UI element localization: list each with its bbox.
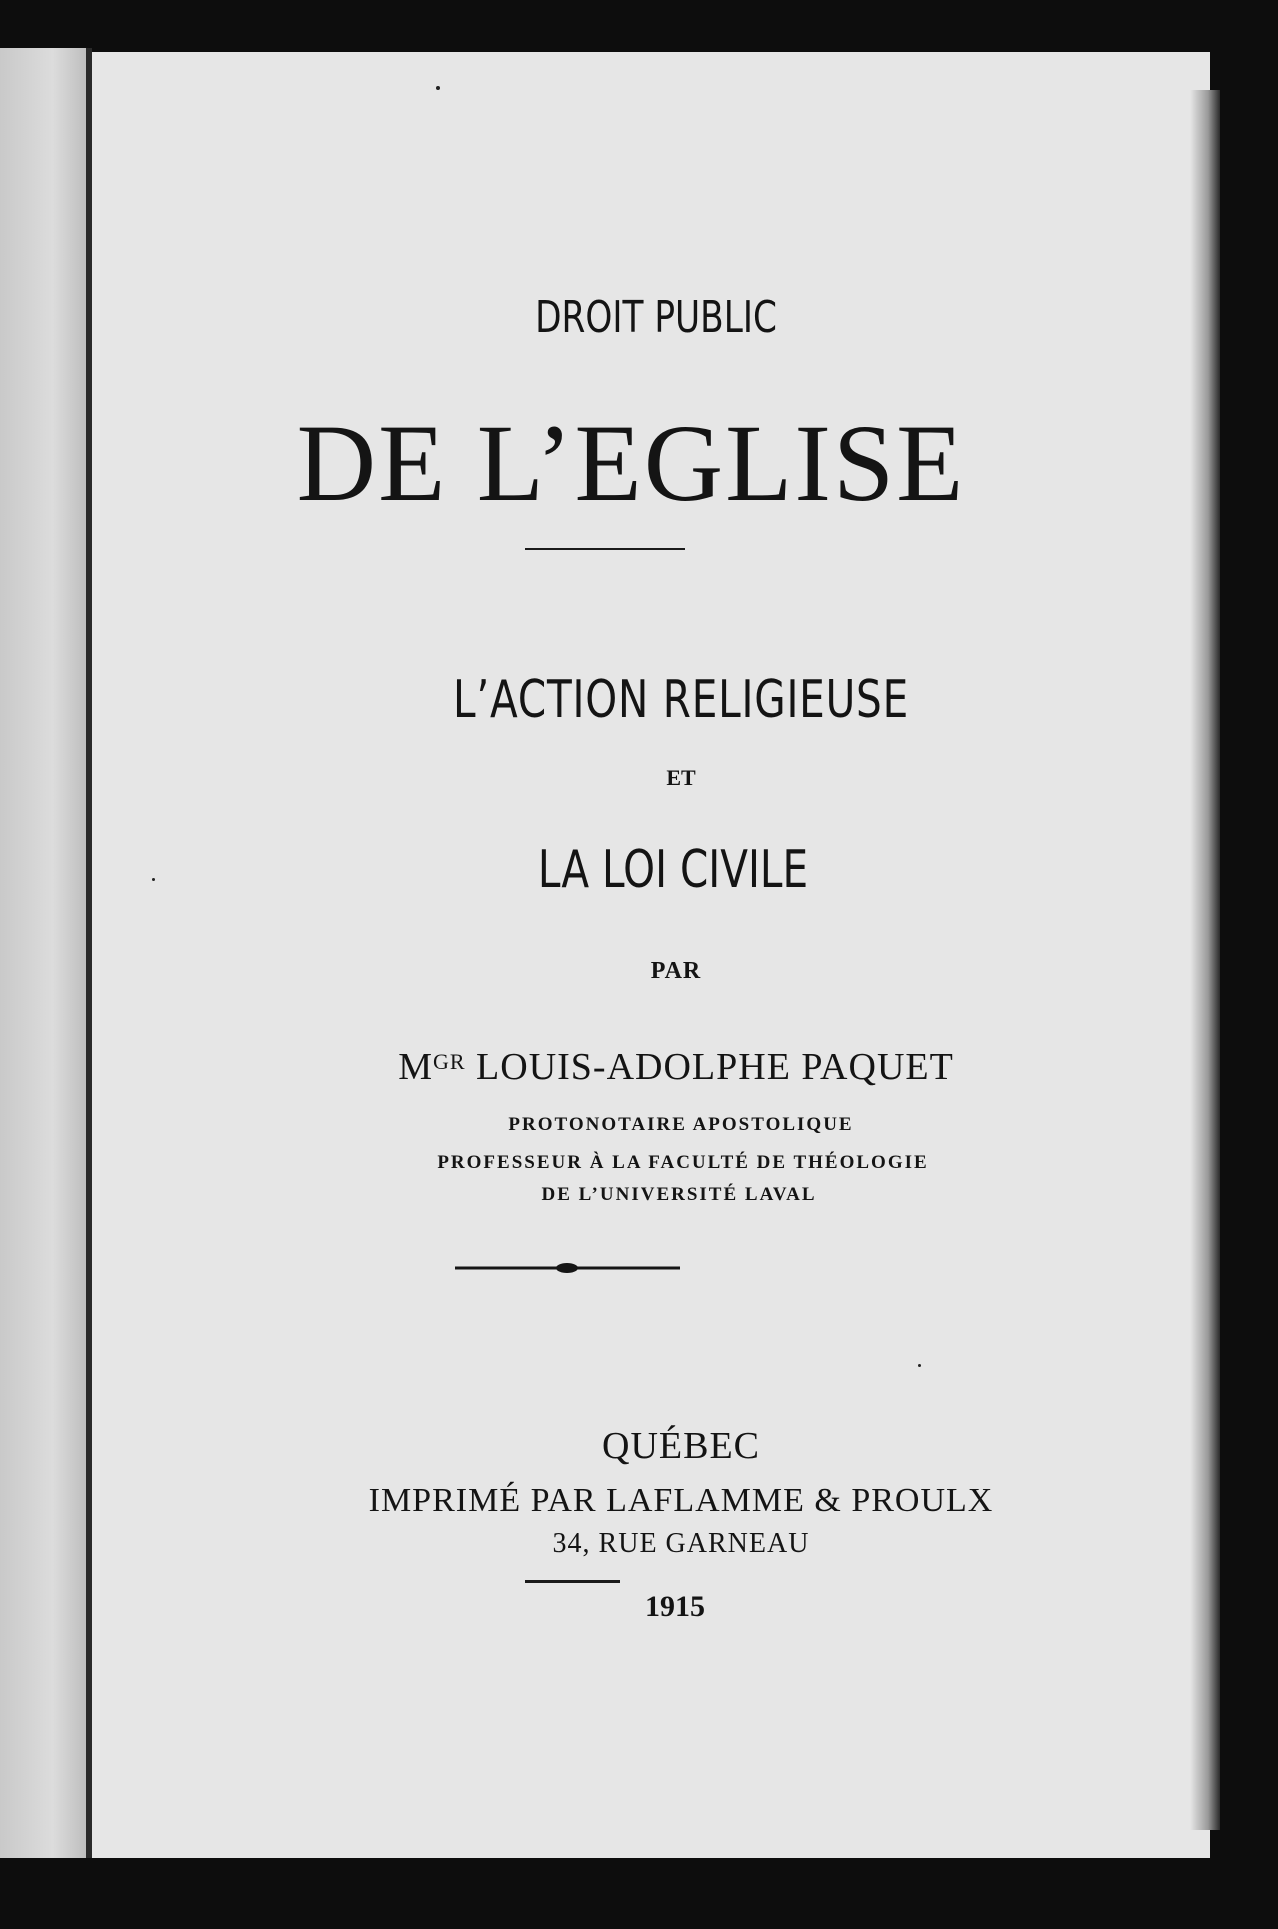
- author-title-2: PROFESSEUR À LA FACULTÉ DE THÉOLOGIE: [437, 1152, 929, 1173]
- author-title-3: DE L’UNIVERSITÉ LAVAL: [541, 1184, 817, 1205]
- paper-speck: [918, 1364, 921, 1367]
- paper-speck: [152, 878, 155, 881]
- conjunction-et: ET: [666, 765, 696, 790]
- year-rule: [525, 1580, 620, 1583]
- author-line: [117, 1045, 1235, 1089]
- author-name: LOUIS-ADOLPHE PAQUET: [476, 1046, 954, 1088]
- book-edge-left: [0, 48, 88, 1858]
- author-prefix-sup: GR: [432, 1049, 466, 1074]
- title-page: [92, 52, 1210, 1858]
- publication-year: 1915: [645, 1590, 705, 1623]
- author-title-1: PROTONOTAIRE APOSTOLIQUE: [508, 1114, 854, 1135]
- printer-address: 34, RUE GARNEAU: [552, 1528, 810, 1559]
- author-prefix: M: [398, 1046, 433, 1088]
- publication-city: QUÉBEC: [602, 1425, 760, 1467]
- title-divider: [525, 548, 685, 550]
- book-edge-right: [1190, 90, 1220, 1830]
- heading-small: DROIT PUBLIC: [535, 292, 777, 343]
- subtitle-loi-civile: LA LOI CIVILE: [537, 840, 809, 900]
- paper-speck: [436, 86, 440, 90]
- heading-large: DE L’EGLISE: [296, 402, 966, 524]
- printer-line: IMPRIMÉ PAR LAFLAMME & PROULX: [368, 1482, 994, 1519]
- by-label: PAR: [650, 958, 702, 984]
- subtitle-action-religieuse: L’ACTION RELIGIEUSE: [452, 670, 910, 730]
- ornamental-rule: [455, 1258, 680, 1278]
